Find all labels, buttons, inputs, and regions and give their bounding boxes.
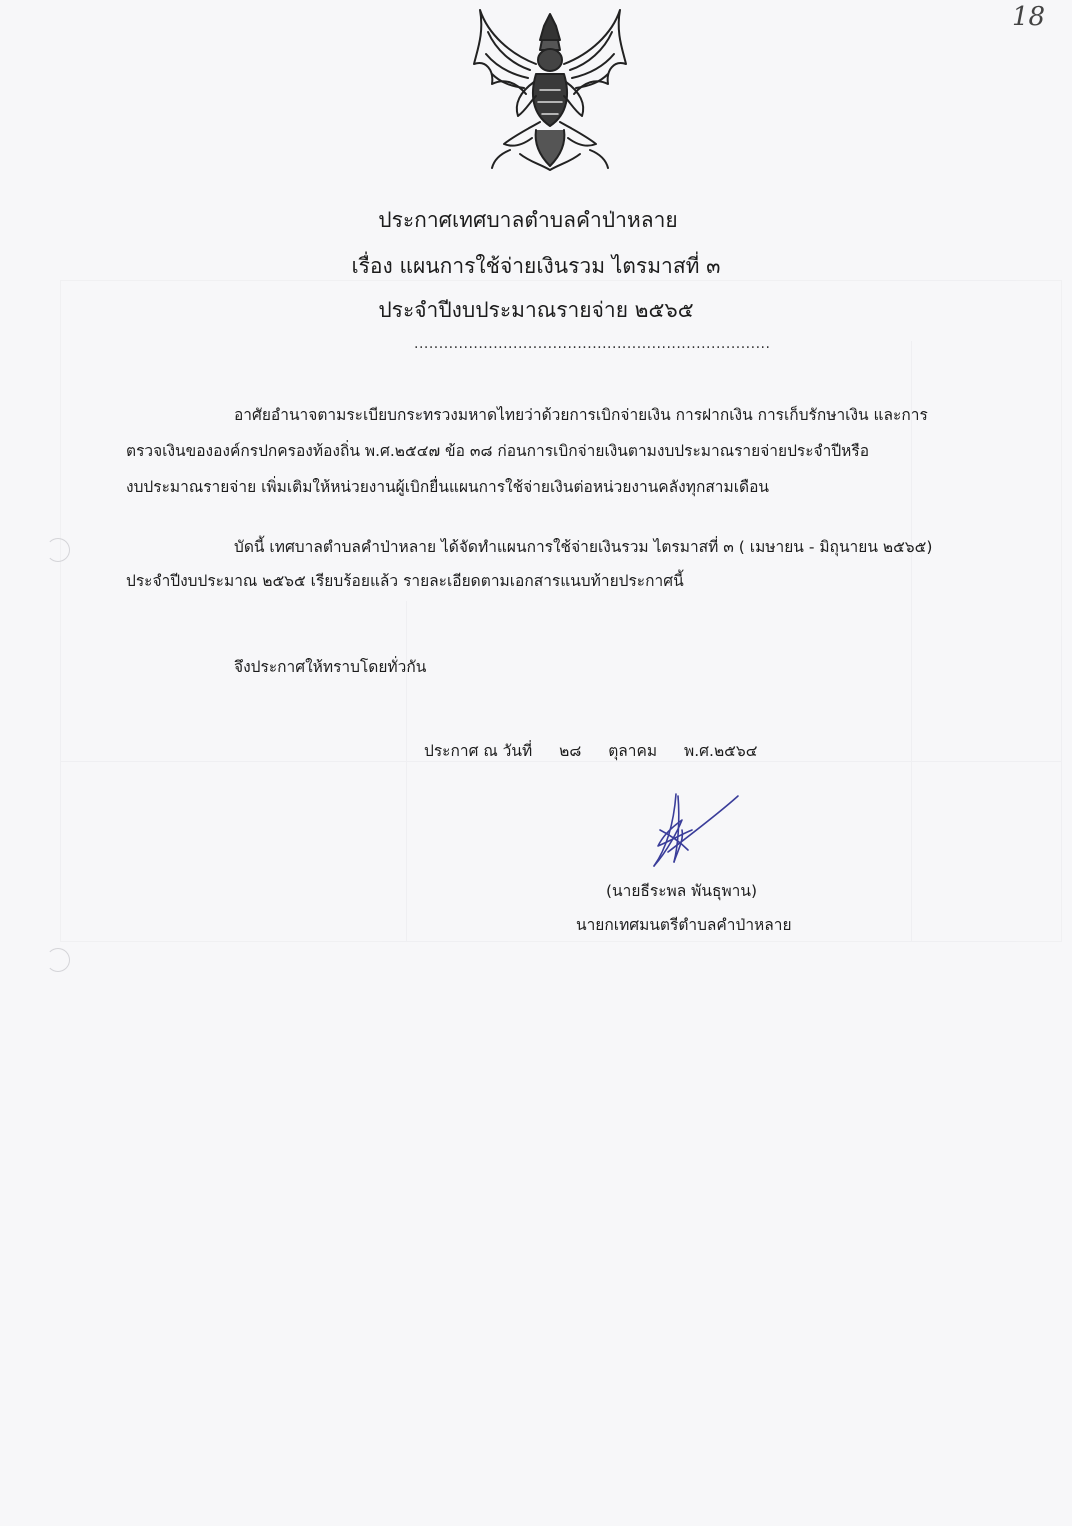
paragraph-1-line-1: อาศัยอำนาจตามระเบียบกระทรวงมหาดไทยว่าด้วยการเบิกจ่ายเงิน การฝากเงิน การเก็บรักษาเงิน และการ (234, 406, 928, 424)
paragraph-1-line-3: งบประมาณรายจ่าย เพิ่มเติมให้หน่วยงานผู้เบิกยื่นแผนการใช้จ่ายเงินต่อหน่วยงานคลังทุกสามเดือน (126, 478, 769, 496)
announcement-subject: เรื่อง แผนการใช้จ่ายเงินรวม ไตรมาสที่ ๓ (351, 254, 721, 278)
bleed-through-table (60, 280, 1062, 942)
signature-icon (638, 790, 748, 880)
date-month: ตุลาคม (608, 742, 658, 760)
announcement-fiscal-year: ประจำปีงบประมาณรายจ่าย ๒๕๖๕ (378, 298, 694, 322)
date-prefix: ประกาศ ณ วันที่ (424, 742, 533, 760)
date-year: พ.ศ.๒๕๖๔ (684, 742, 758, 760)
handwritten-page-number: 18 (1012, 2, 1046, 32)
garuda-emblem-icon (470, 4, 630, 176)
date-day: ๒๘ (559, 742, 582, 760)
signer-name: (นายธีระพล พันธุพาน) (606, 882, 758, 900)
signer-position: นายกเทศมนตรีตำบลคำป่าหลาย (576, 916, 792, 934)
closing-statement: จึงประกาศให้ทราบโดยทั่วกัน (234, 658, 427, 676)
punch-hole-mark (46, 538, 70, 562)
punch-hole-mark (46, 948, 70, 972)
paragraph-2-line-1: บัดนี้ เทศบาลตำบลคำป่าหลาย ได้จัดทำแผนการใช้จ่ายเงินรวม ไตรมาสที่ ๓ ( เมษายน - มิถุนายน ๒๕๖๕) (234, 538, 933, 556)
announcement-date (424, 738, 757, 763)
title-separator: ........................................................................ (414, 336, 771, 352)
announcement-title: ประกาศเทศบาลตำบลคำป่าหลาย (378, 208, 678, 232)
paragraph-2-line-2: ประจำปีงบประมาณ ๒๕๖๕ เรียบร้อยแล้ว รายละเอียดตามเอกสารแนบท้ายประกาศนี้ (126, 572, 684, 590)
paragraph-1-line-2: ตรวจเงินขององค์กรปกครองท้องถิ่น พ.ศ.๒๕๔๗ ข้อ ๓๘ ก่อนการเบิกจ่ายเงินตามงบประมาณรายจ่ายประจำปีหรือ (126, 442, 870, 460)
